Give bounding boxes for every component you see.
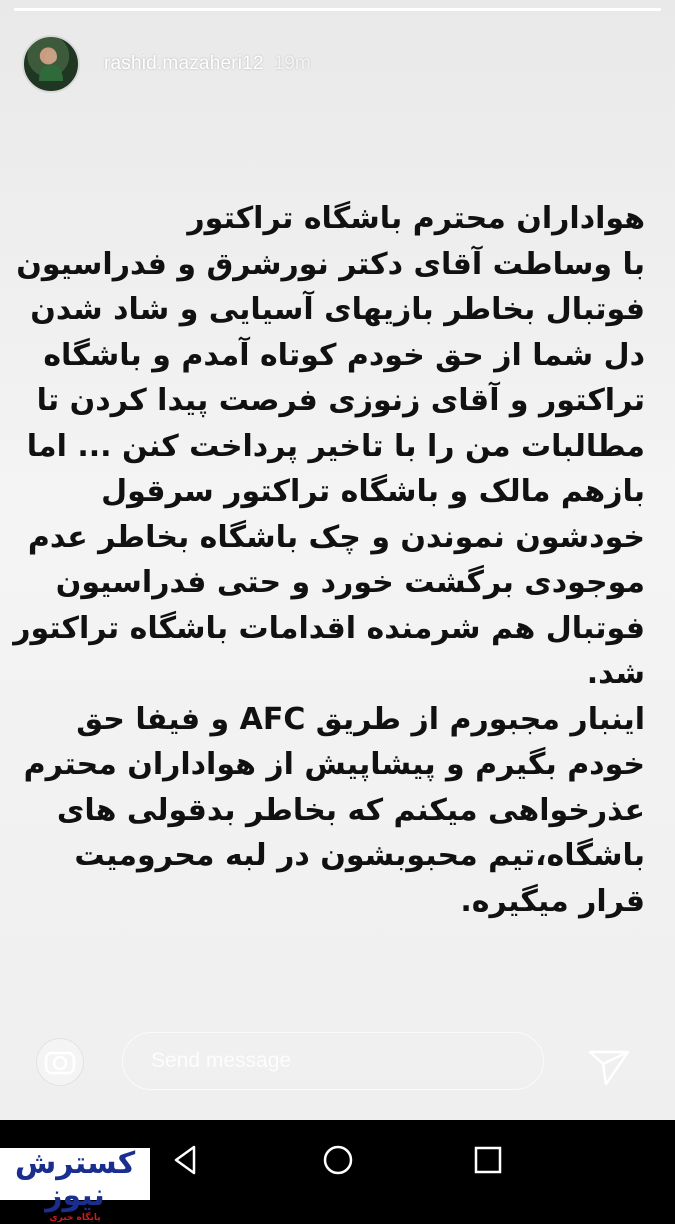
story-text-line: تراکتور و آقای زنوزی فرصت پیدا کردن تا	[36, 383, 645, 418]
story-text	[13, 196, 645, 924]
story-text-line: شد.	[586, 656, 645, 691]
story-text-line: دل شما از حق خودم کوتاه آمدم و باشگاه	[43, 337, 645, 373]
story-header	[22, 34, 311, 94]
story-text-line: خودم بگیرم و پیشاپیش از هواداران محترم	[23, 747, 645, 782]
story-text-line: عذرخواهی میکنم که بخاطر بدقولی های	[56, 792, 645, 828]
watermark-logo	[0, 1146, 150, 1223]
player-photo-icon	[36, 47, 66, 81]
story-text-line: هواداران محترم باشگاه تراکتور	[187, 201, 645, 236]
watermark-subtitle: پایگاه خبری	[49, 1213, 101, 1223]
story-text-line: مطالبات من را با تاخیر پرداخت کنن ... اما	[26, 428, 645, 464]
recents-icon	[466, 1138, 510, 1182]
back-icon	[164, 1138, 208, 1182]
story-text-line: بازهم مالک و باشگاه تراکتور سرقول	[101, 474, 645, 509]
reply-bar	[0, 1028, 675, 1098]
story-progress-fill	[14, 8, 661, 11]
story-text-line: باشگاه،تیم محبوبشون در لبه محرومیت	[74, 838, 645, 873]
send-message-input[interactable]	[122, 1032, 544, 1090]
story-text-line: فوتبال هم شرمنده اقدامات باشگاه تراکتور	[13, 610, 645, 646]
story-text-line: خودشون نموندن و چک باشگاه بخاطر عدم	[27, 519, 645, 555]
send-icon	[582, 1040, 634, 1092]
story-text-line: موجودی برگشت خورد و حتی فدراسیون	[55, 565, 645, 600]
watermark-name: کسترش نیوز	[14, 1146, 136, 1213]
home-icon	[316, 1138, 360, 1182]
camera-icon	[44, 1047, 76, 1077]
story-progress-bar	[14, 8, 661, 11]
story-text-line: فوتبال بخاطر بازیهای آسیایی و شاد شدن	[30, 292, 645, 327]
nav-home-button[interactable]	[316, 1138, 360, 1182]
username[interactable]: rashid.mazaheri12	[104, 53, 264, 74]
avatar[interactable]	[22, 35, 80, 93]
story-text-line: با وساطت آقای دکتر نورشرق و فدراسیون	[16, 246, 645, 282]
nav-recents-button[interactable]	[466, 1138, 510, 1182]
story-time: 19m	[273, 53, 311, 74]
nav-back-button[interactable]	[164, 1138, 208, 1182]
story-text-line: اینبار مجبورم از طریق AFC و فیفا حق	[76, 701, 645, 737]
story-text-line: قرار میگیره.	[460, 883, 645, 919]
send-button[interactable]	[582, 1040, 634, 1092]
camera-button[interactable]	[36, 1038, 84, 1086]
